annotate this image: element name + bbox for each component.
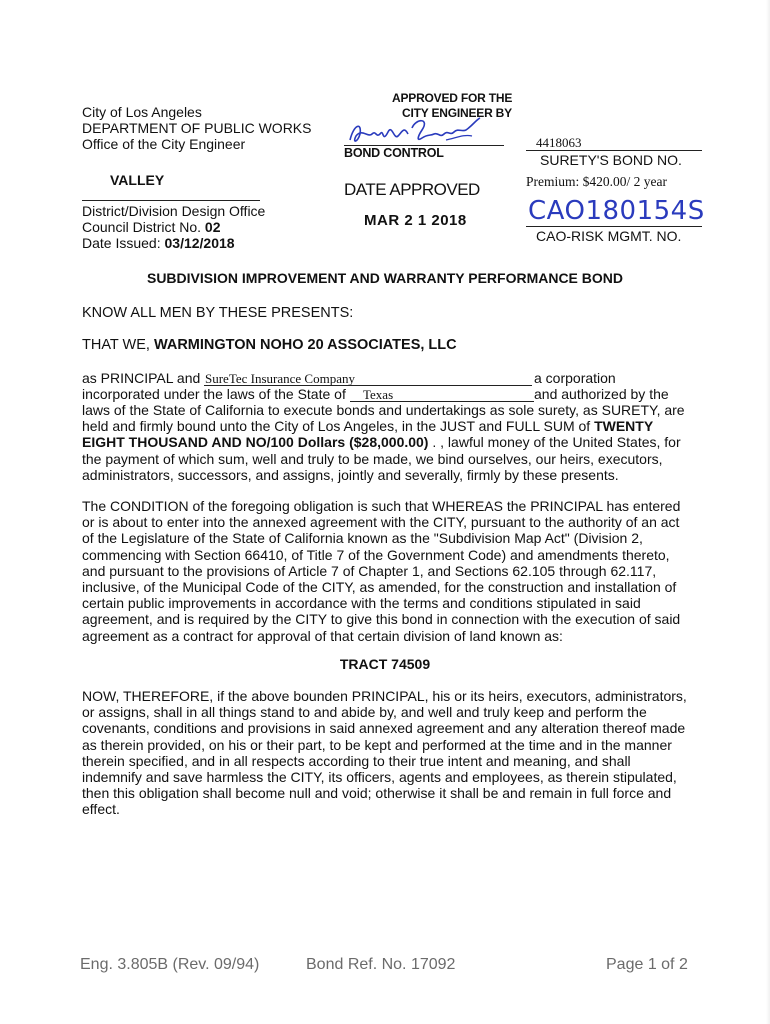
para2-line: The CONDITION of the foregoing obligation is such that WHEREAS the PRINCIPAL has entered — [82, 498, 681, 514]
paragraph-condition — [82, 498, 722, 644]
para2-line: and pursuant to the provisions of Article 7 of Chapter 1, and Sections 62.105 through 62.117, — [82, 562, 657, 579]
para3-line: NOW, THEREFORE, if the above bounden PRINCIPAL, his or its heirs, executors, administrators, — [82, 688, 687, 704]
para1-line3: laws of the State of California to execute bonds and undertakings as sole surety, as SURETY, are — [82, 402, 685, 418]
cao-number: CAO180154S — [528, 196, 705, 226]
para3-line: covenants, conditions and provisions in said annexed agreement and any alteration thereof made — [82, 720, 686, 737]
tract-number: TRACT 74509 — [339, 656, 431, 672]
district-rule — [82, 200, 260, 201]
para2-line: or is about to enter into the annexed agreement with the CITY, pursuant to the authority of an act — [82, 514, 680, 531]
state-rule — [350, 401, 534, 402]
header-left — [82, 104, 311, 152]
para1-line1: as PRINCIPAL and SureTec Insurance Company a corporation — [82, 370, 616, 386]
authorized-text: and authorized by the — [534, 386, 669, 402]
para3-line: as therein provided, on his or their part, to be kept and performed at the time and in the manner — [82, 736, 672, 753]
para1-line5: EIGHT THOUSAND AND NO/100 Dollars ($28,000.00) . , lawful money of the United States, for — [82, 434, 681, 451]
para1-line6: the payment of which sum, well and truly to be made, we bind ourselves, our heirs, executors, — [82, 450, 663, 467]
date-approved-label: DATE APPROVED — [344, 180, 480, 199]
premium-text: Premium: $420.00/ 2 year — [526, 174, 667, 189]
document-title: SUBDIVISION IMPROVEMENT AND WARRANTY PERFORMANCE BOND — [146, 270, 624, 286]
corporation-text: a corporation — [534, 370, 616, 386]
para1-line2: incorporated under the laws of the State of Texas and authorized by the — [82, 386, 669, 402]
date-issued: Date Issued: 03/12/2018 — [82, 235, 235, 251]
surety-bond-number: 4418063 — [536, 135, 582, 150]
know-all-men: KNOW ALL MEN BY THESE PRESENTS: — [82, 305, 354, 321]
para2-line: agreement, and is required by the CITY to give this bond in connection with the execution of said — [82, 611, 681, 628]
department-name: DEPARTMENT OF PUBLIC WORKS — [82, 120, 312, 136]
para1-line7: administrators, successors, and assigns, jointly and severally, firmly by these presents. — [82, 466, 619, 483]
para2-line: commencing with Section 66410, of Title 7 of the Government Code) and amendments thereto, — [82, 546, 670, 563]
scan-edge — [766, 0, 770, 1024]
para3-line: indemnify and save harmless the CITY, its officers, agents and employees, as therein stipulated, — [82, 769, 677, 786]
surety-bond-label: SURETY'S BOND NO. — [540, 152, 682, 168]
para3-line: then this obligation shall become null and void; otherwise it shall be and remain in full force and — [82, 785, 672, 802]
footer-bond-ref: Bond Ref. No. 17092 — [306, 956, 456, 973]
bond-control-rule — [344, 145, 504, 146]
issued-value: 03/12/2018 — [164, 235, 235, 251]
that-we-label: THAT WE, — [82, 337, 154, 353]
paragraph-now-therefore — [82, 688, 722, 818]
council-district: Council District No. 02 — [82, 219, 221, 235]
district-label: VALLEY — [110, 172, 165, 188]
surety-bond-rule — [526, 150, 702, 151]
para1-line4: held and firmly bound unto the City of Los Angeles, in the JUST and FULL SUM of TWENTY — [82, 418, 654, 435]
para2-line: inclusive, of the Municipal Code of the CITY, as amended, for the construction and installation of — [82, 579, 677, 596]
date-approved-value: MAR 2 1 2018 — [364, 212, 467, 229]
para2-line: certain public improvements in accordance with the terms and conditions stipulated in said — [82, 595, 641, 612]
design-office: District/Division Design Office — [82, 203, 266, 219]
cao-rule — [526, 226, 702, 227]
city-name: City of Los Angeles — [82, 104, 202, 120]
para3-line: effect. — [82, 801, 120, 818]
surety-company: SureTec Insurance Company — [205, 371, 355, 386]
approved-line2: CITY ENGINEER BY — [402, 106, 512, 120]
that-we-line — [82, 337, 457, 353]
para3-line: therein specified, and in all respects according to their true intent and meaning, and shall — [82, 752, 631, 769]
bond-amount: EIGHT THOUSAND AND NO/100 Dollars ($28,000.00) — [82, 434, 429, 451]
paragraph-principal — [82, 370, 702, 483]
district-info — [82, 203, 265, 251]
para2-line: of the Legislature of the State of California known as the "Subdivision Map Act" (Division 2, — [82, 530, 643, 547]
council-value: 02 — [204, 219, 221, 235]
cao-label: CAO-RISK MGMT. NO. — [536, 228, 682, 244]
principal-name: WARMINGTON NOHO 20 ASSOCIATES, LLC — [153, 337, 457, 353]
para3-line: or assigns, shall in all things stand to and abide by, and well and truly keep and perform the — [82, 704, 647, 721]
para2-line: agreement as a contract for approval of that certain division of land known as: — [82, 627, 563, 644]
state-value: Texas — [363, 387, 394, 402]
bond-control: BOND CONTROL — [344, 146, 444, 160]
footer-page-number: Page 1 of 2 — [606, 956, 688, 973]
office-name: Office of the City Engineer — [82, 136, 246, 152]
approved-line1: APPROVED FOR THE — [392, 91, 513, 105]
footer-form-number: Eng. 3.805B (Rev. 09/94) — [80, 956, 260, 973]
